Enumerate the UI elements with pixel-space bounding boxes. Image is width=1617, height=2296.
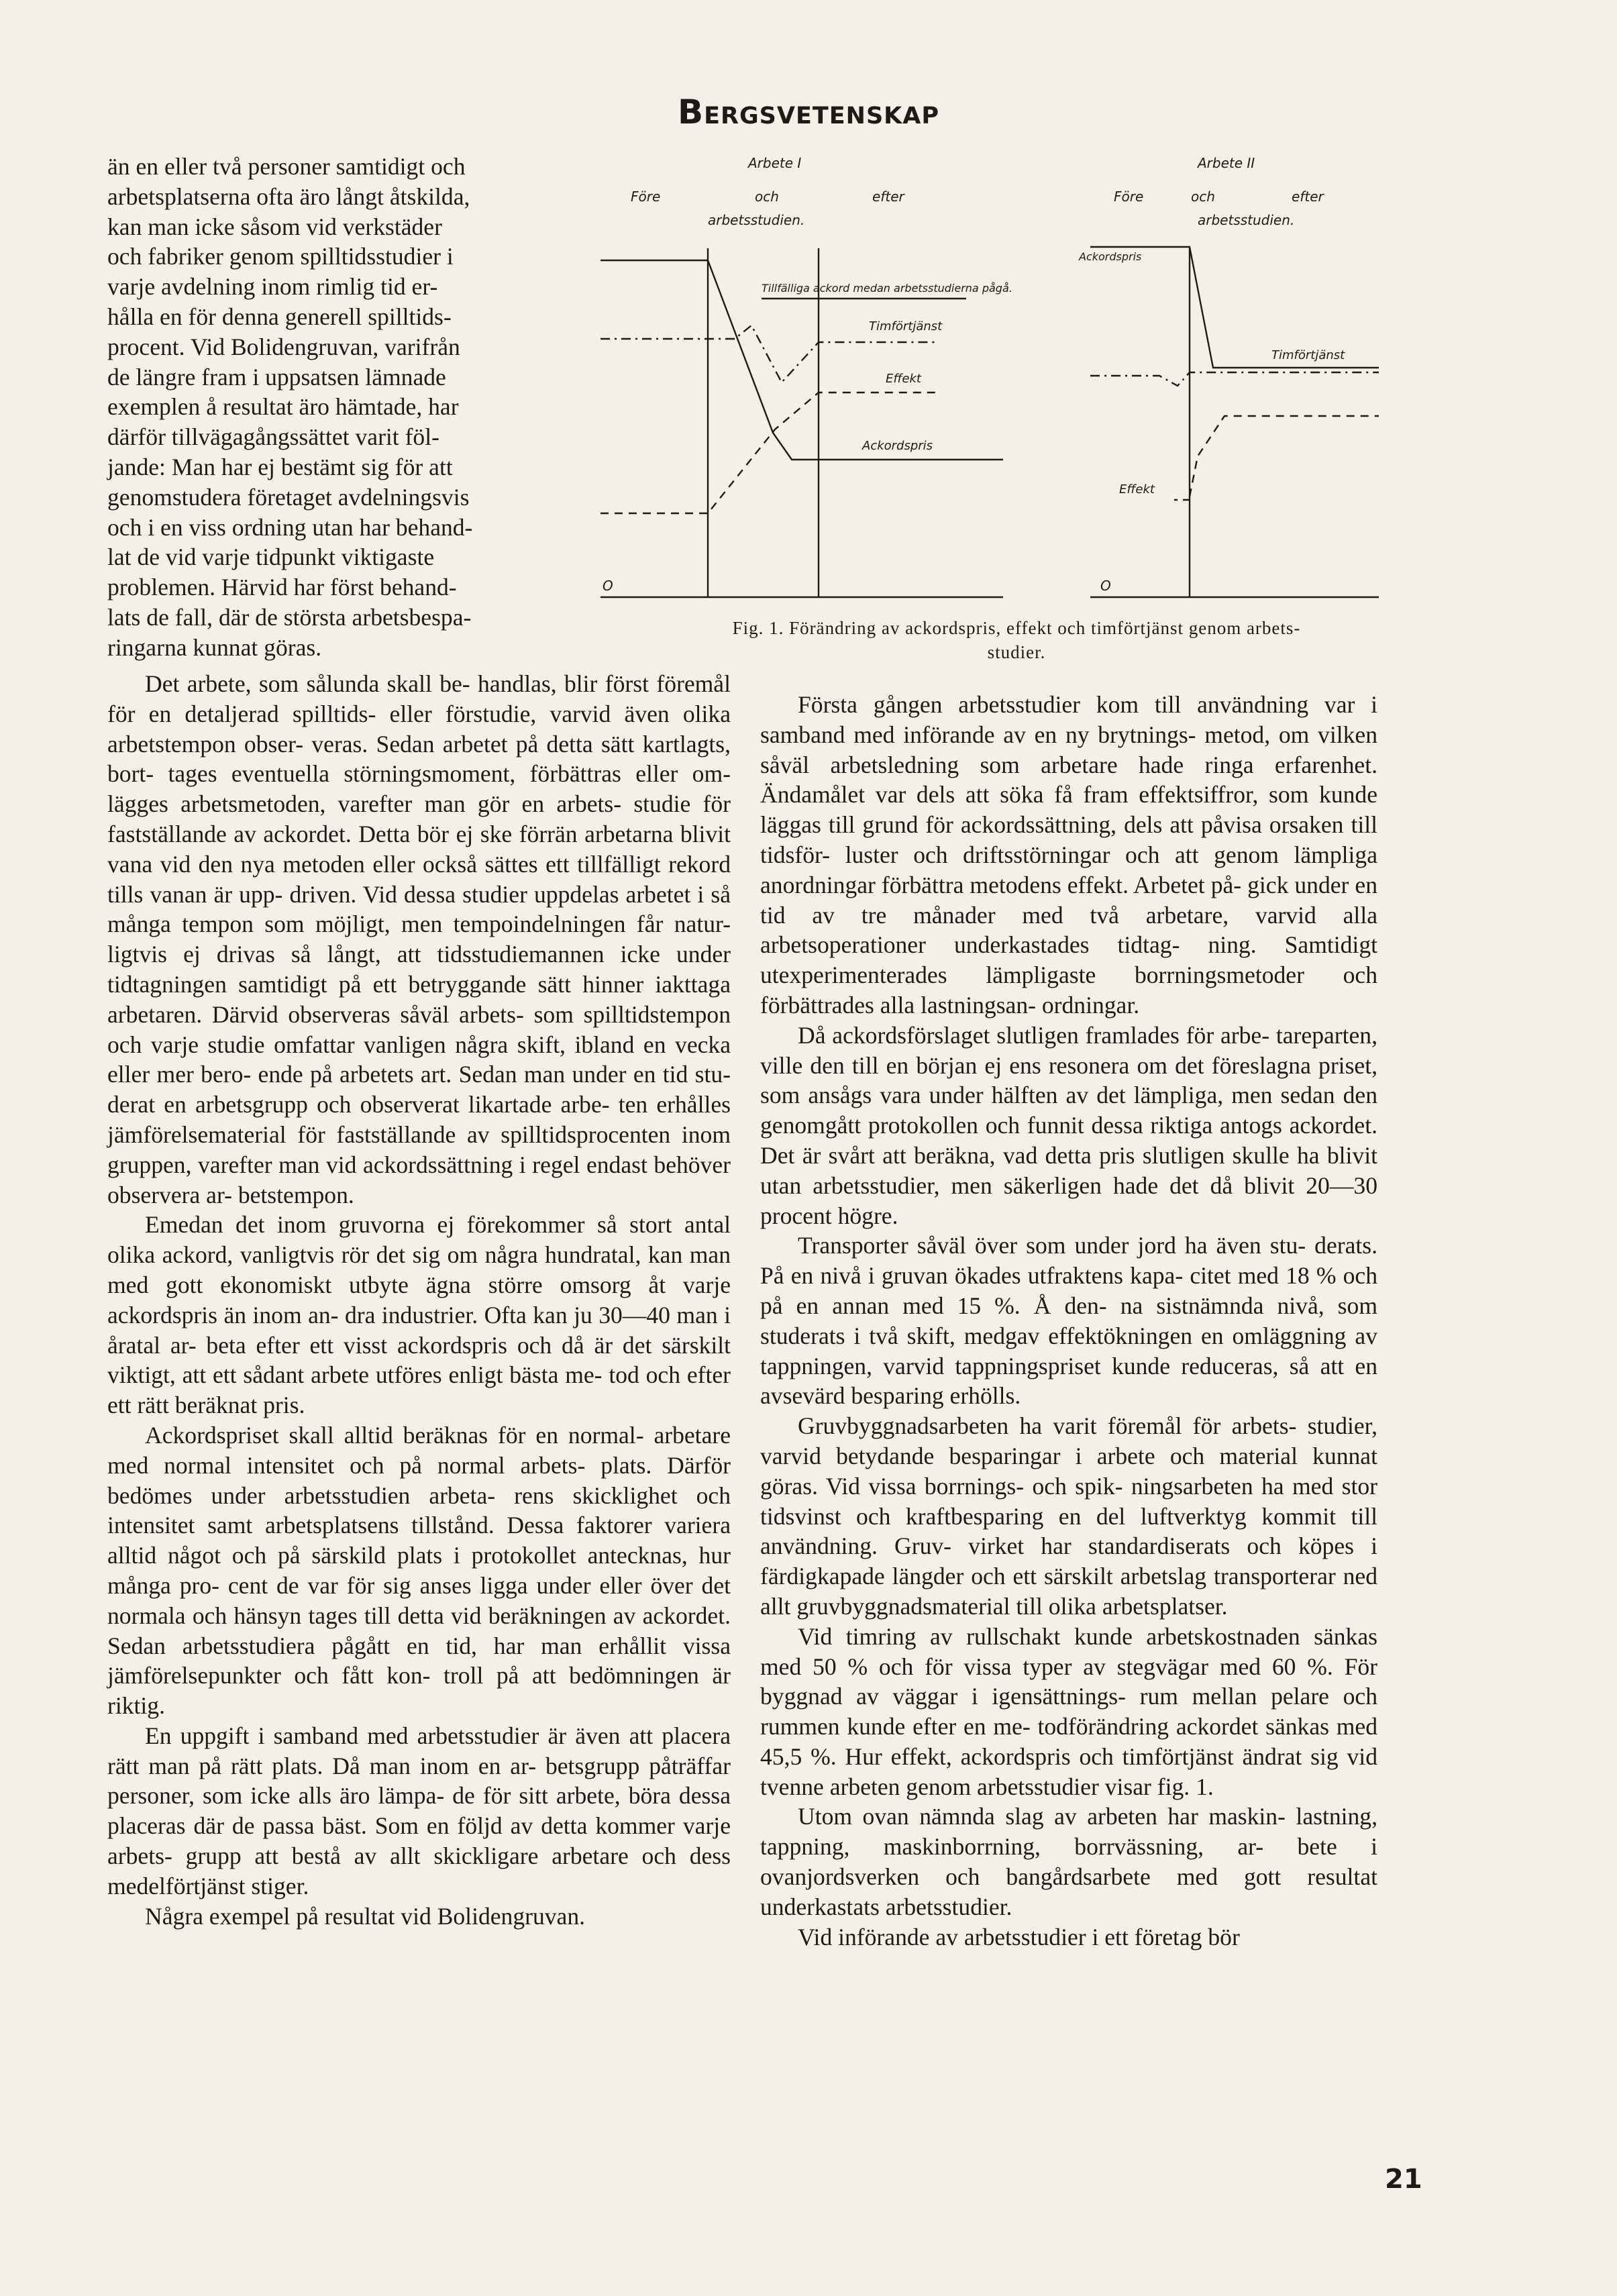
panel-2-timfortjanst-label: Timförtjänst (1271, 348, 1345, 362)
caption-line-2: studier. (987, 642, 1046, 662)
panel-1-title-3: och (755, 189, 779, 205)
panel-2-title-5: arbetsstudien. (1198, 212, 1295, 228)
caption-line-1: Fig. 1. Förändring av ackordspris, effekt och timförtjänst genom arbets- (732, 618, 1301, 638)
right-column (760, 690, 1377, 1952)
text-line: än en eller två personer samtidigt och (107, 153, 466, 180)
panel-1-effekt-label: Effekt (886, 372, 921, 386)
panel-2-title-2: Före (1114, 189, 1144, 205)
paragraph: Då ackordsförslaget slutligen framlades för arbe- tareparten, ville den till en början ej ens resonera om det föreslagna priset, som ansågs vara under hälften av det lämpliga, men sedan den genomgått protokollen och funnit dessa riktiga antogs ackordet. Det är svårt att beräkna, vad detta pris slutligen skulle ha blivit utan arbetsstudier, men säkerligen hade det då blivit 20—30 procent högre. (760, 1021, 1377, 1229)
left-column-top (107, 152, 554, 663)
figure-caption (621, 616, 1412, 664)
text-line: kan man icke såsom vid verkstäder (107, 213, 442, 240)
panel-1-title-1: Arbete I (748, 155, 802, 171)
text-line: och i en viss ordning utan har behand- (107, 513, 473, 541)
paragraph: Ackordspriset skall alltid beräknas för en normal- arbetare med normal intensitet och på normal arbets- plats. Därför bedömes under arbetsstudien arbeta- rens skicklighet och intensitet samt arbetsplatsens tillstånd. Dessa faktorer variera alltid något och på särskild plats i protokollet antecknas, hur många pro- cent de var för sig anses ligga under eller över det normala och hänsyn tages till detta vid beräkningen av ackordet. Sedan arbetsstudiera pågått en tid, har man erhållit vissa jämförelsepunkter och fått kon- troll på att bedömningen är riktig. (107, 1421, 731, 1720)
text-line: därför tillvägagångssättet varit föl- (107, 423, 439, 451)
figure-panel-1 (601, 248, 1003, 597)
paragraph: Det arbete, som sålunda skall be- handlas, blir först föremål för en detaljerad spilltids- eller förstudie, varvid även olika arbetstempon obser- veras. Sedan arbetet på detta sätt kartlagts, bort- tages eventuella störningsmoment, förbättras eller om- lägges arbetsmetoden, varefter man gör en arbets- studie för fastställande av ackordet. Detta bör ej ske förrän arbetarna blivit vana vid den nya metoden eller också sättes ett tillfälligt rekord tills vanan är upp- driven. Vid dessa studier uppdelas arbetet i så många tempon som möjligt, men tempoindelningen får natur- ligtvis ej drivas så långt, att tidsstudiemannen icke under tidtagningen samtidigt på ett betryggande sätt hinner iakttaga arbetaren. Därvid observeras såväl arbets- som spilltidstempon och varje studie omfattar vanligen några skift, ibland en vecka eller mer bero- ende på arbetets art. Sedan man under en tid stu- derat en arbetsgrupp och observerat likartade arbe- ten erhålles jämförelsematerial för fastställande av spilltidsprocenten inom gruppen, varefter man vid ackordssättning i regel endast behöver observera ar- betstempon. (107, 670, 731, 1208)
panel-1-title-2: Före (631, 189, 661, 205)
text-line: varje avdelning inom rimlig tid er- (107, 273, 438, 301)
panel-1-timfortjanst-label: Timförtjänst (869, 319, 943, 333)
running-header: Bergsvetenskap (677, 93, 940, 132)
panel-2-ackordspris-label: Ackordspris (1079, 250, 1142, 263)
panel-2-title-1: Arbete II (1198, 155, 1255, 171)
paragraph: Transporter såväl över som under jord ha även stu- derats. På en nivå i gruvan ökades utfraktens kapa- citet med 18 % och på en annan med 15 %. Å den- na sistnämnda nivå, som studerats i två skift, medgav effektökningen en omläggning av tappningen, varvid tappningspriset kunde reduceras, så att en avsevärd besparing erhölls. (760, 1232, 1377, 1410)
text-line: procent. Vid Bolidengruvan, varifrån (107, 333, 460, 360)
panel-1-origin: O (603, 578, 613, 594)
figure-1 (590, 154, 1396, 617)
panel-2-title-4: efter (1292, 189, 1324, 205)
paragraph: Vid införande av arbetsstudier i ett företag bör (798, 1923, 1240, 1950)
left-column (107, 669, 731, 1931)
paragraph: Utom ovan nämnda slag av arbeten har maskin- lastning, tappning, maskinborrning, borrvässning, ar- bete i ovanjordsverken och bangårdsarbete med gott resultat underkastats arbetsstudier. (760, 1803, 1377, 1920)
text-line: exemplen å resultat äro hämtade, har (107, 393, 459, 421)
text-line: lat de vid varje tidpunkt viktigaste (107, 543, 435, 571)
text-line: hålla en för denna generell spilltids- (107, 303, 452, 330)
text-line: jande: Man har ej bestämt sig för att (107, 453, 453, 480)
panel-1-ackordspris-label: Ackordspris (862, 439, 933, 453)
text-line: de längre fram i uppsatsen lämnade (107, 363, 446, 390)
panel-1-title-5: arbetsstudien. (708, 212, 805, 228)
text-line: lats de fall, där de största arbetsbespa- (107, 603, 472, 631)
paragraph: Emedan det inom gruvorna ej förekommer så stort antal olika ackord, vanligtvis rör det sig om några hundratal, kan man med gott ekonomiskt utbyte ägna större omsorg åt varje ackordspris än inom an- dra industrier. Ofta kan ju 30—40 man i åratal ar- beta efter ett visst ackordspris och då är det särskilt viktigt, att ett sådant arbete utföres enligt bästa me- tod och efter ett rätt beräknat pris. (107, 1211, 731, 1419)
panel-1-title-4: efter (872, 189, 904, 205)
paragraph: Första gången arbetsstudier kom till användning var i samband med införande av en ny brytnings- metod, om vilken såväl arbetsledning som arbetare hade ringa erfarenhet. Ändamålet var dels att söka få fram effektsiffror, som kunde läggas till grund för ackordssättning, dels att påvisa orsaken till tidsför- luster och driftsstörningar och att genom lämpliga anordningar förbättra metodens effekt. Arbetet på- gick under en tid av tre månader med två arbetare, varvid alla arbetsoperationer underkastades tidtag- ning. Samtidigt utexperimenterades lämpligaste borrningsmetoder och förbättrades alla lastningsan- ordningar. (760, 691, 1377, 1019)
text-line: och fabriker genom spilltidsstudier i (107, 243, 454, 270)
panel-1-temporary-label: Tillfälliga ackord medan arbetsstudierna pågå. (762, 282, 1012, 295)
panel-2-effekt-label: Effekt (1119, 482, 1155, 497)
page-number: 21 (1385, 2164, 1422, 2195)
panel-2-title-3: och (1191, 189, 1215, 205)
paragraph: Några exempel på resultat vid Bolidengruvan. (145, 1902, 586, 1930)
figure-panel-2 (1090, 247, 1379, 597)
text-line: arbetsplatserna ofta äro långt åtskilda, (107, 182, 470, 210)
paragraph: En uppgift i samband med arbetsstudier är även att placera rätt man på rätt plats. Då man inom en ar- betsgrupp påträffar personer, som icke alls äro lämpa- de för sitt arbete, böra dessa placeras där de passa bäst. Som en följd av detta kommer varje arbets- grupp att bestå av allt skickligare arbetare och dess medelförtjänst stiger. (107, 1722, 731, 1899)
text-line: ringarna kunnat göras. (107, 633, 322, 661)
panel-2-origin: O (1100, 578, 1111, 594)
text-line: problemen. Härvid har först behand- (107, 574, 457, 601)
text-line: genomstudera företaget avdelningsvis (107, 483, 470, 511)
paragraph: Gruvbyggnadsarbeten ha varit föremål för arbets- studier, varvid betydande besparingar i arbete och material kunnat göras. Vid vissa borrnings- och spik- ningsarbeten ha med stor tidsvinst och kraftbesparing en del luftverktyg kommit till användning. Gruv- virket har standardiserats och köpes i färdigkapade längder och ett särskilt arbetslag transporterar ned allt gruvbyggnadsmaterial till olika arbetsplatser. (760, 1412, 1377, 1620)
paragraph: Vid timring av rullschakt kunde arbetskostnaden sänkas med 50 % och för vissa typer av stegvägar med 60 %. För byggnad av väggar i igensättnings- rum mellan pelare och rummen kunde efter en me- todförändring ackordet sänkas med 45,5 %. Hur effekt, ackordspris och timförtjänst ändrat sig vid tvenne arbeten genom arbetsstudier visar fig. 1. (760, 1622, 1377, 1800)
